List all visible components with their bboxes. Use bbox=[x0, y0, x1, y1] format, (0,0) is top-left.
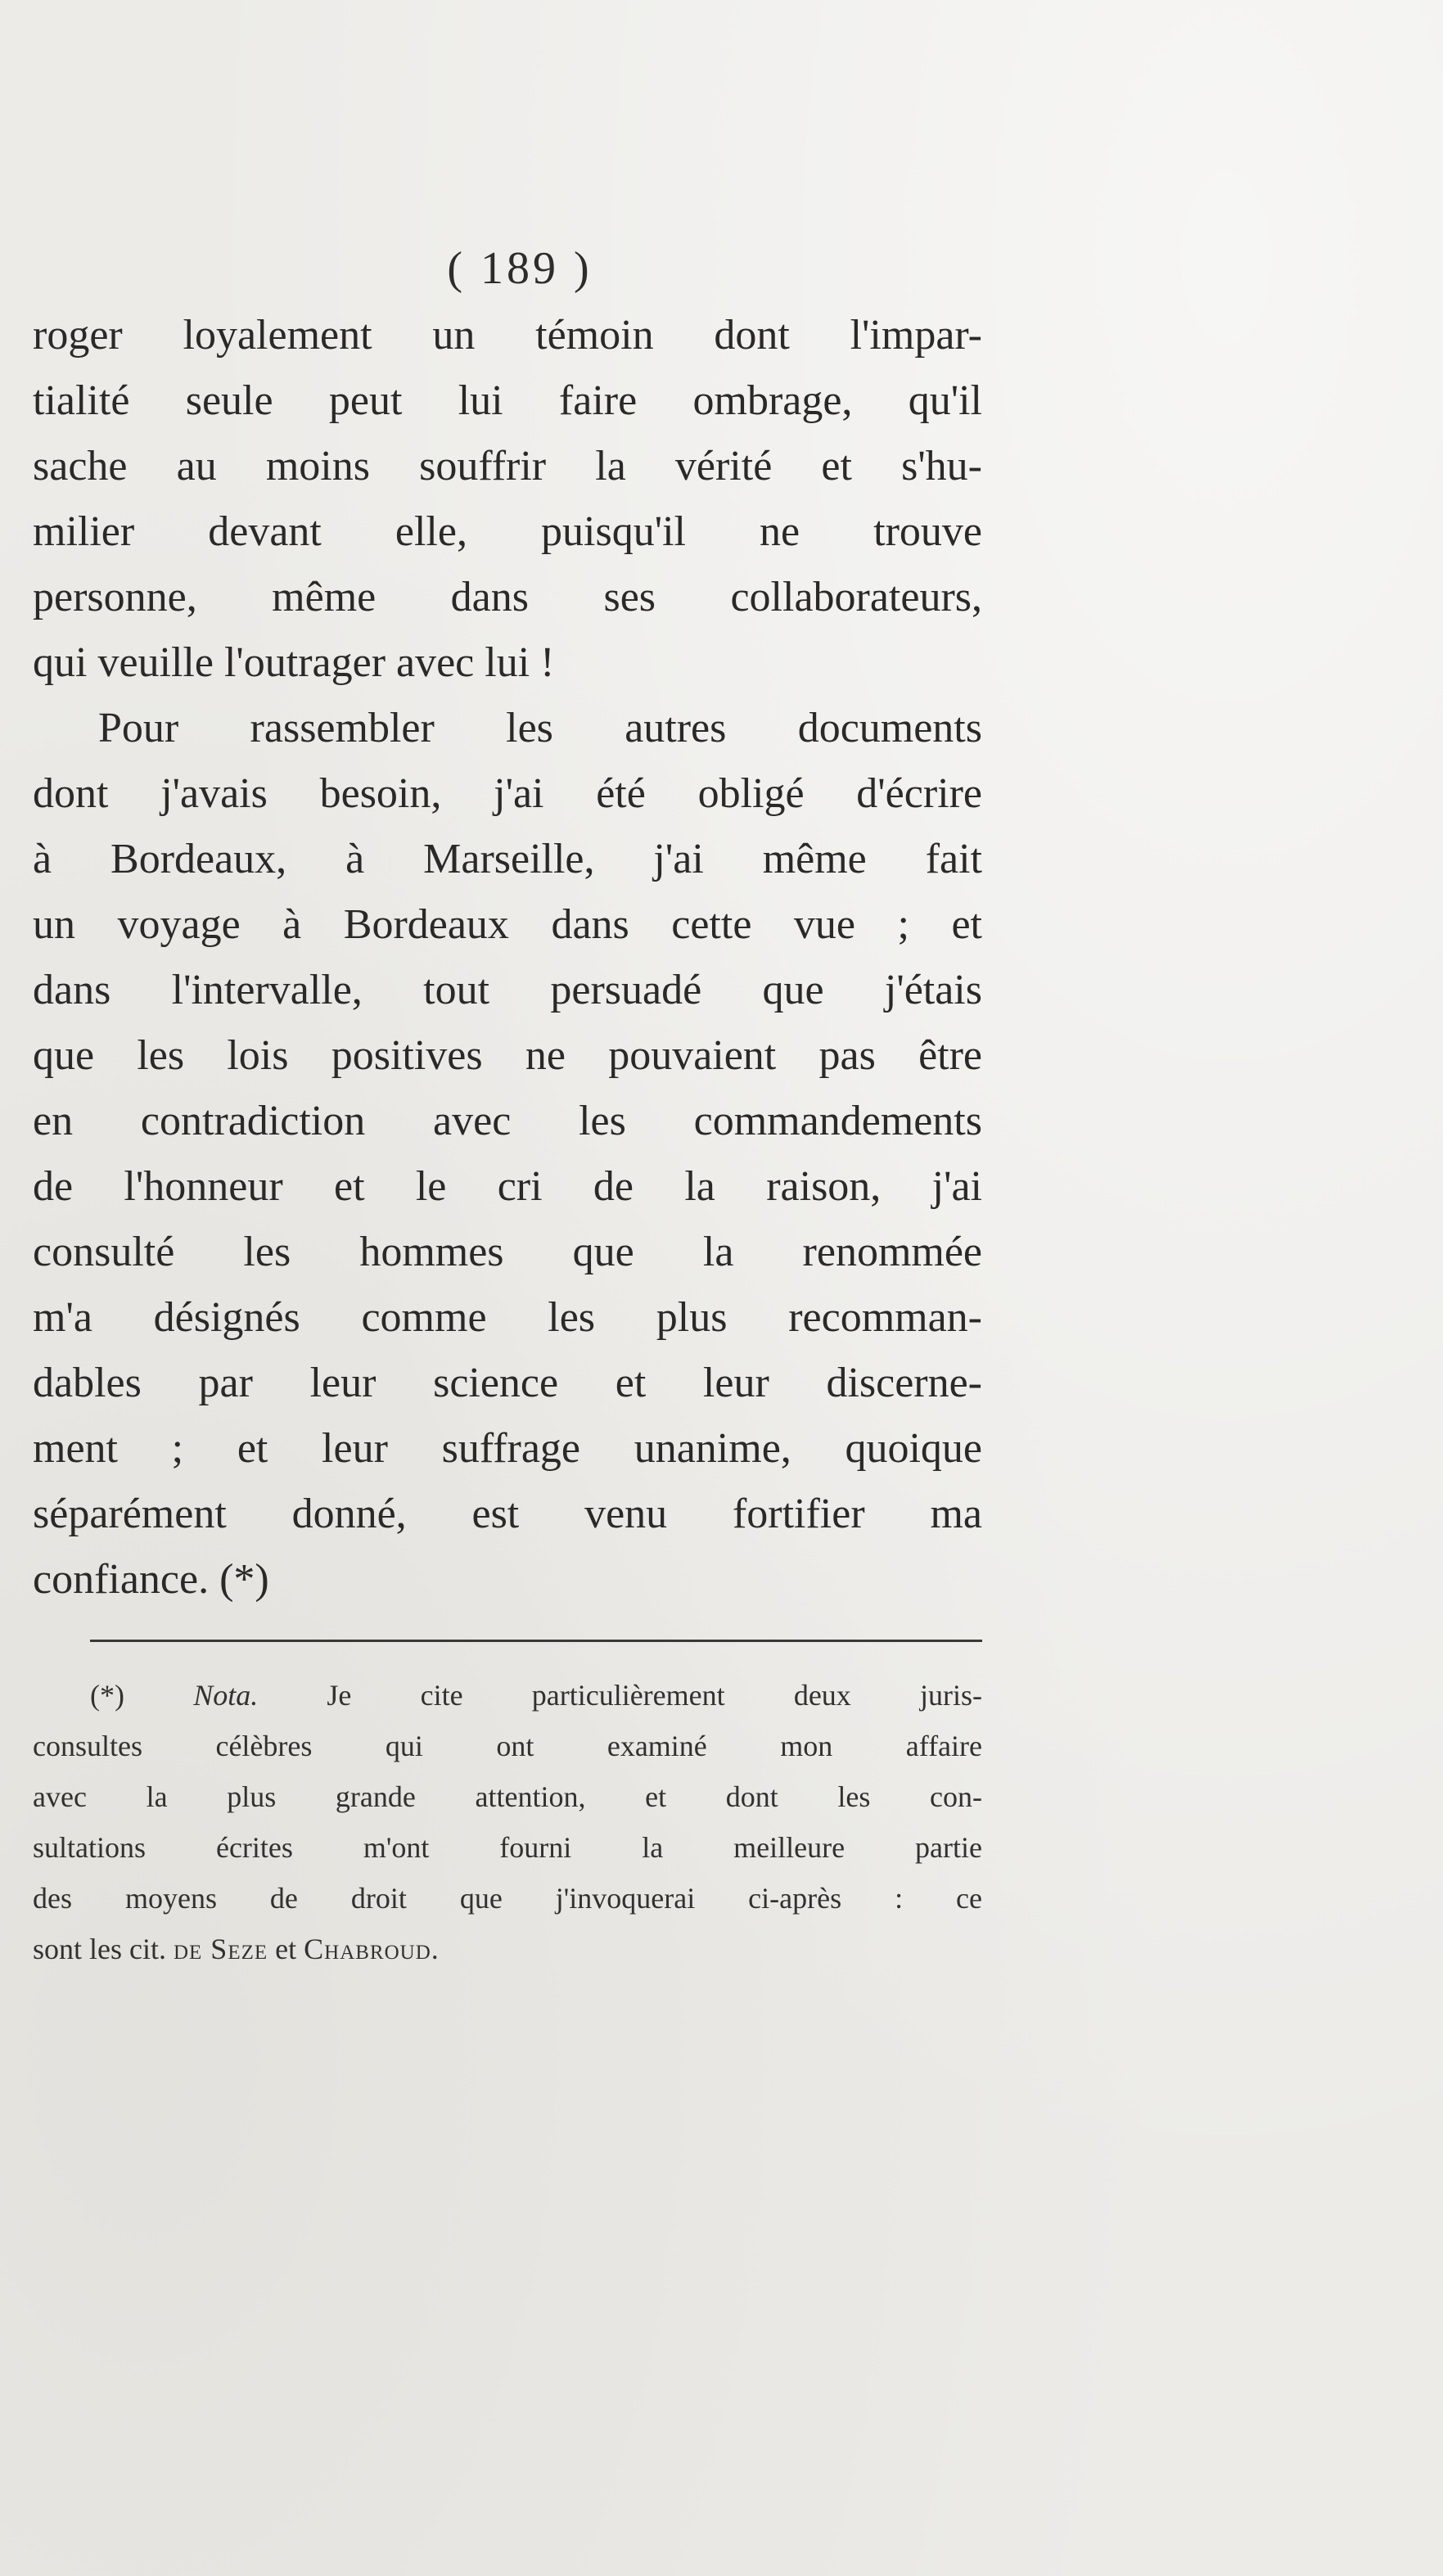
text-line: sache au moins souffrir la vérité et s'hu- bbox=[33, 443, 982, 489]
text-line: tialité seule peut lui faire ombrage, qu'il bbox=[33, 377, 982, 424]
page-number: ( 189 ) bbox=[447, 243, 593, 294]
footnote-line: sultations écrites m'ont fourni la meilleure partie bbox=[33, 1831, 982, 1864]
footnote-line: des moyens de droit que j'invoquerai ci-après : ce bbox=[33, 1882, 982, 1915]
text-line: consulté les hommes que la renommée bbox=[33, 1229, 982, 1275]
text-line: en contradiction avec les commandements bbox=[33, 1098, 982, 1144]
text-line: un voyage à Bordeaux dans cette vue ; et bbox=[33, 901, 982, 948]
paragraph-start-line: Pour rassembler les autres documents bbox=[98, 705, 982, 751]
text-line: roger loyalement un témoin dont l'impar- bbox=[33, 312, 982, 359]
footnote-name: Chabroud. bbox=[304, 1933, 440, 1965]
footnote-text: sont les cit. bbox=[33, 1933, 166, 1965]
footnote-line: avec la plus grande attention, et dont les con- bbox=[33, 1780, 982, 1813]
footnote-marker: (*) bbox=[90, 1679, 124, 1712]
text-line: m'a désignés comme les plus recomman- bbox=[33, 1294, 982, 1341]
footnote-last-line bbox=[33, 1924, 982, 1974]
footnote-name: de Seze bbox=[173, 1933, 268, 1965]
text-line: que les lois positives ne pouvaient pas être bbox=[33, 1032, 982, 1079]
text-line: dables par leur science et leur discerne- bbox=[33, 1360, 982, 1406]
footnote-text: Je cite particulièrement deux juris- bbox=[327, 1679, 982, 1712]
main-text-block bbox=[33, 303, 982, 1613]
footnote-nota: Nota. bbox=[193, 1679, 259, 1712]
footnote-line: consultes célèbres qui ont examiné mon affaire bbox=[33, 1730, 982, 1762]
footnote-text: et bbox=[275, 1933, 297, 1965]
text-line: personne, même dans ses collaborateurs, bbox=[33, 574, 982, 620]
text-line: de l'honneur et le cri de la raison, j'ai bbox=[33, 1163, 982, 1210]
text-line: dont j'avais besoin, j'ai été obligé d'écrire bbox=[33, 770, 982, 817]
footnote bbox=[33, 1670, 982, 1974]
text-line: milier devant elle, puisqu'il ne trouve bbox=[33, 508, 982, 555]
footnote-rule bbox=[90, 1640, 982, 1642]
footnote-first-line bbox=[33, 1670, 982, 1721]
text-line: séparément donné, est venu fortifier ma bbox=[33, 1491, 982, 1537]
text-line: ment ; et leur suffrage unanime, quoique bbox=[33, 1425, 982, 1472]
text-line: qui veuille l'outrager avec lui ! bbox=[33, 639, 555, 686]
text-line: dans l'intervalle, tout persuadé que j'étais bbox=[33, 967, 982, 1013]
text-line: à Bordeaux, à Marseille, j'ai même fait bbox=[33, 836, 982, 882]
text-line: confiance. (*) bbox=[33, 1556, 269, 1603]
